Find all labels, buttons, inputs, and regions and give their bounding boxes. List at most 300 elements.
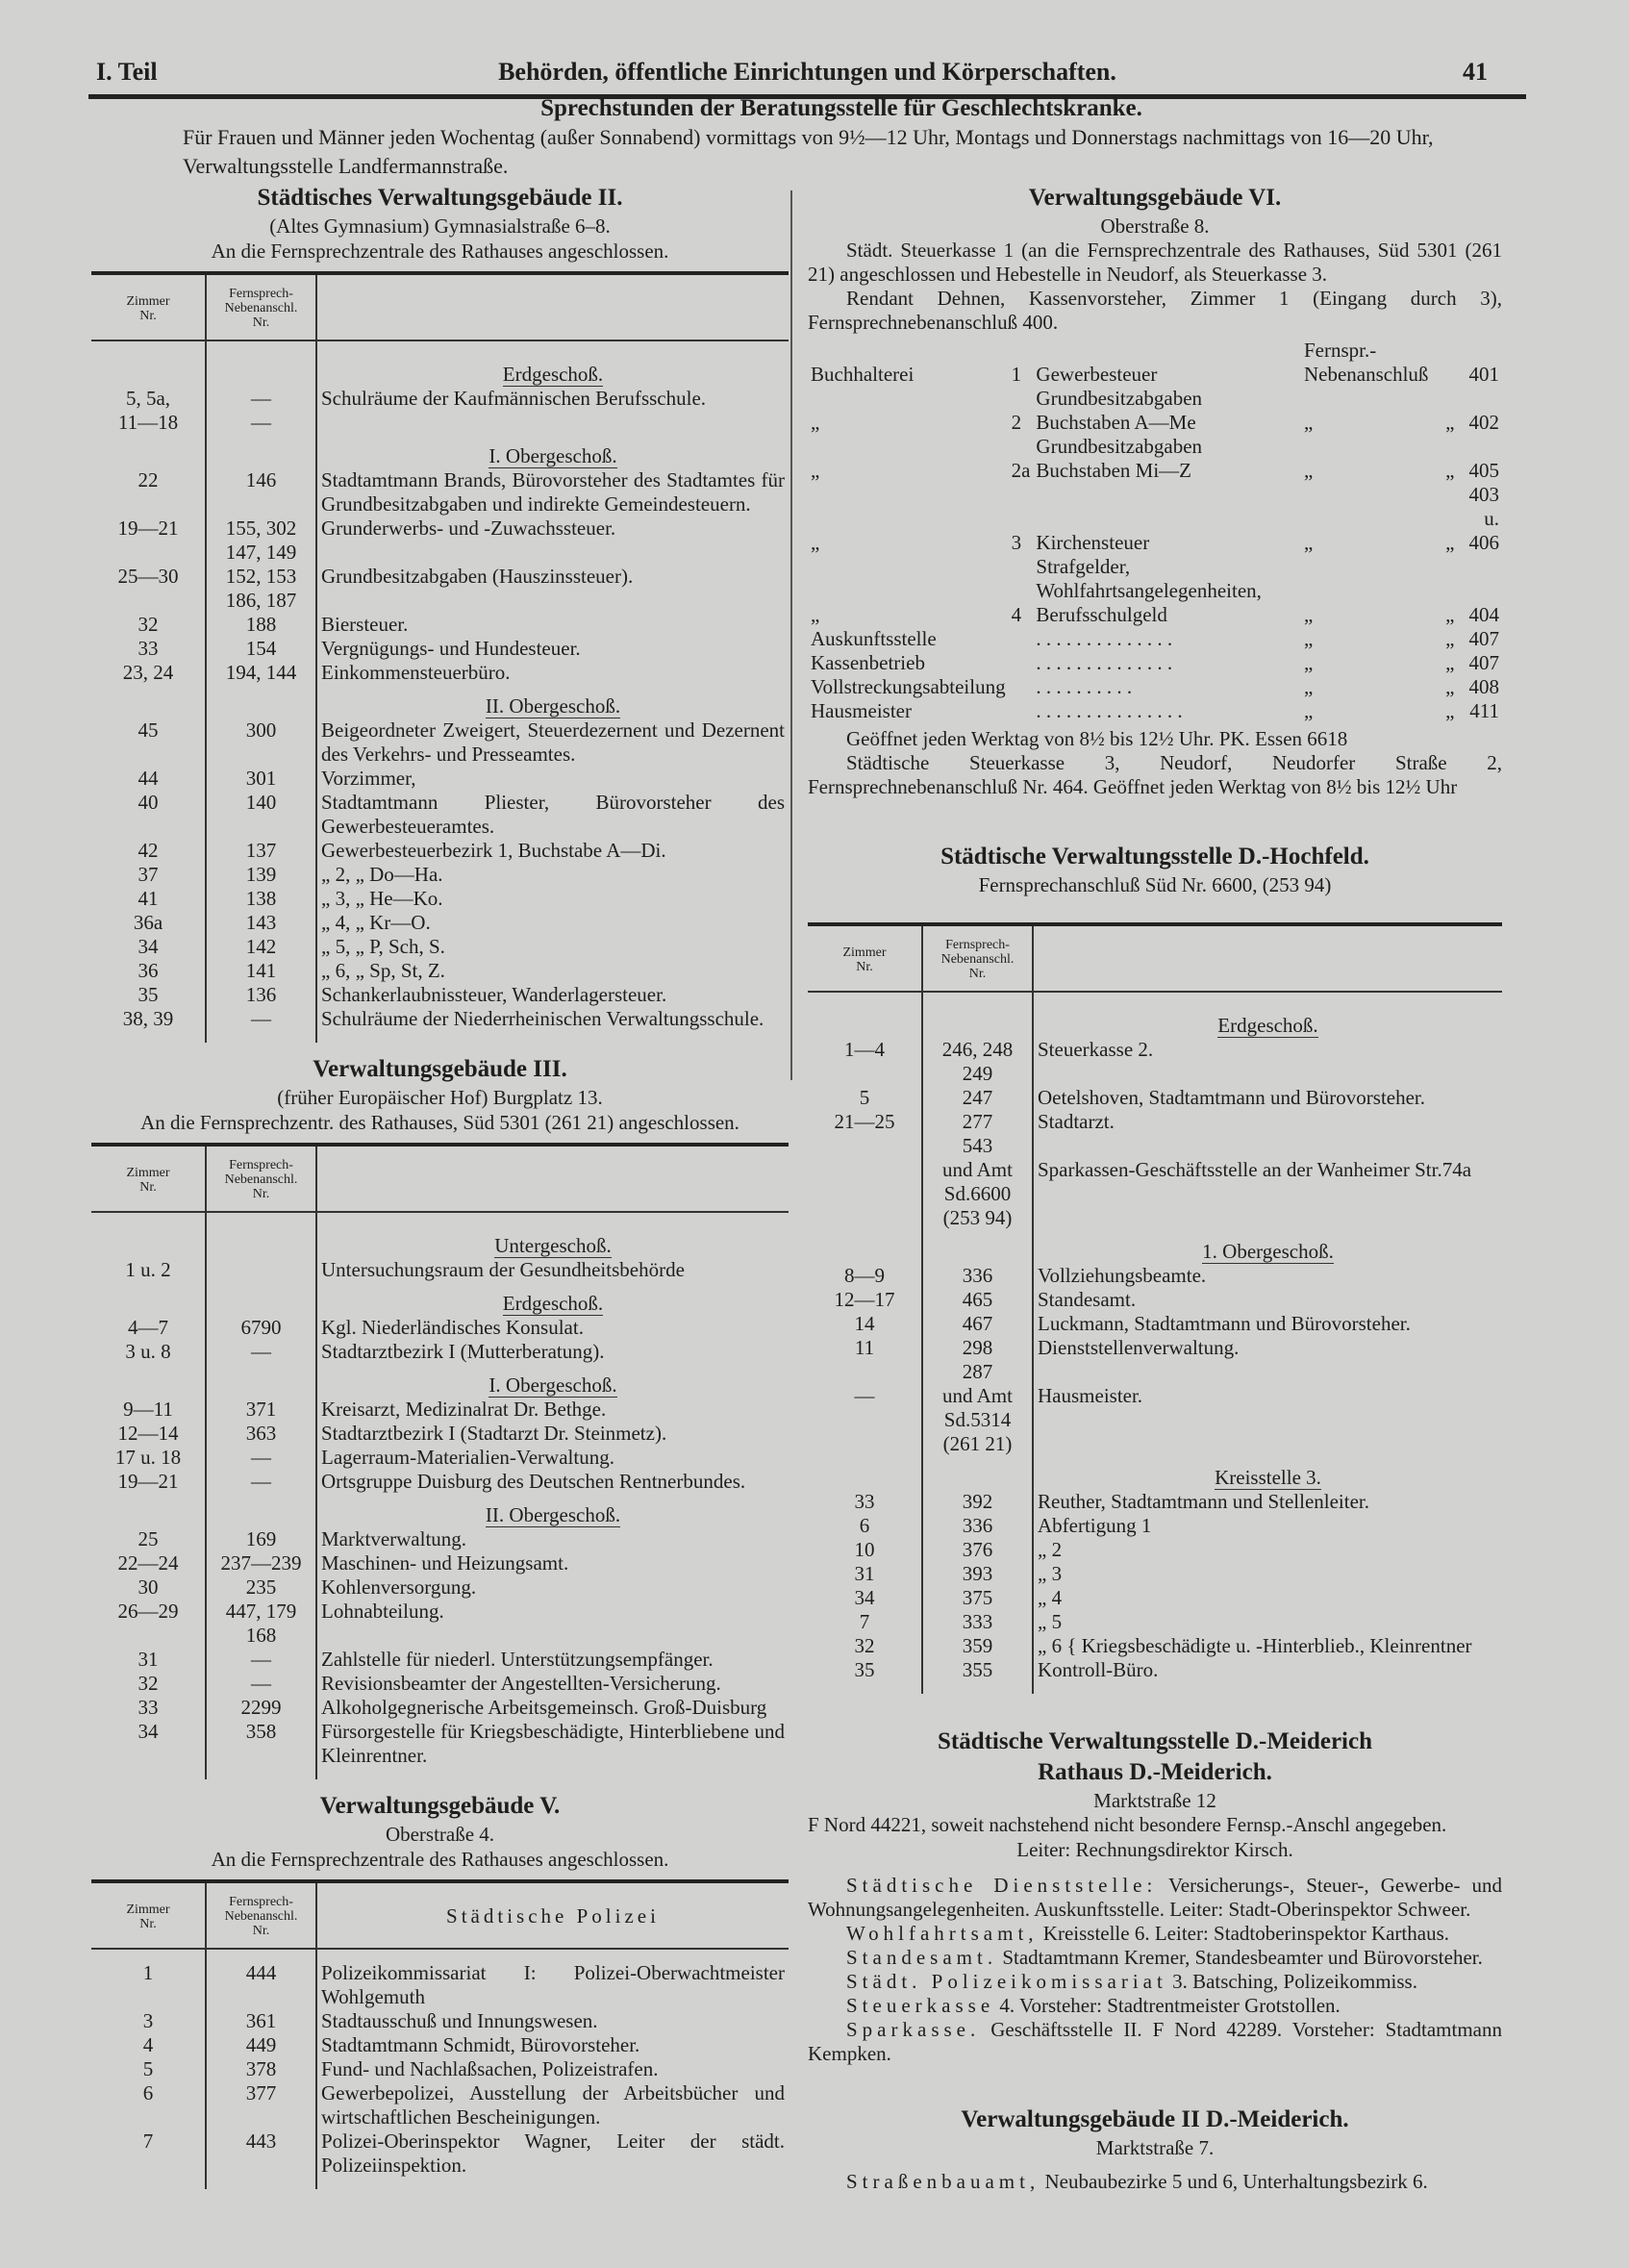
table-row (91, 2009, 789, 2033)
table-row (91, 839, 789, 863)
room-number-cell: 19—21 (117, 517, 179, 540)
office-name: Vollstreckungsabteilung (811, 675, 1006, 698)
phone-extension-cell: 188 (206, 613, 316, 637)
table-row (91, 1720, 789, 1768)
phone-extension-cell: 371 (206, 1398, 316, 1422)
phone-extension-cell: 301 (206, 767, 316, 791)
floor-heading (316, 685, 789, 718)
section-title: Städtische Verwaltungsstelle D.-Meiderich (937, 1728, 1373, 1754)
description-cell: Luckmann, Stadtamtmann und Bürovorsteher. (1038, 1312, 1411, 1335)
room-number-cell: 32 (854, 1634, 875, 1657)
extension-row (808, 339, 1502, 387)
description-cell: Grundbesitzabgaben (Hauszinssteuer). (321, 565, 634, 588)
floor-heading-row (808, 1230, 1502, 1264)
building-5-section (91, 1791, 789, 2189)
floor-heading-text: Kreisstelle 3. (1215, 1466, 1321, 1489)
section-title: Städtisches Verwaltungsgebäude II. (257, 185, 623, 211)
empty-cell (206, 685, 316, 718)
office-details: Geschäftsstelle II. F Nord 42289. Vorsteher: Stadtamtmann Kempken. (808, 2018, 1502, 2065)
room-number-cell: 3 u. 8 (125, 1340, 171, 1363)
table-row (91, 1398, 789, 1422)
floor-heading-text: I. Obergeschoß. (489, 1373, 617, 1397)
floor-heading-text: I. Obergeschoß. (489, 444, 617, 467)
ditto-mark (1442, 339, 1457, 387)
section-title: Verwaltungsgebäude V. (319, 1793, 561, 1819)
paragraph: F Nord 44221, soweit nachstehend nicht besondere Fernsp.-Anschl angegeben. (808, 1813, 1447, 1836)
table-row (91, 661, 789, 685)
description-cell: Untersuchungsraum der Gesundheitsbehörde (321, 1258, 685, 1281)
room-number-cell: 1—4 (844, 1038, 885, 1061)
floor-heading (1033, 1456, 1502, 1490)
office-number (1009, 651, 1034, 675)
room-number-cell: 34 (138, 935, 159, 958)
hochfeld-section (808, 842, 1502, 1694)
extension-label: Fernspr.-Nebenanschluß (1303, 339, 1429, 386)
table-row (91, 718, 789, 767)
section-note: An die Fernsprechzentr. des Rathauses, Süd 5301 (261 21) angeschlossen. (140, 1111, 739, 1134)
floor-heading-row (91, 353, 789, 387)
description-cell: Gewerbepolizei, Ausstellung der Arbeitsbücher und wirtschaftlichen Bescheinigungen. (321, 2081, 785, 2129)
floor-heading-text: Erdgeschoß. (1217, 1014, 1318, 1037)
office-entry (808, 2170, 1502, 2194)
tax-office-extensions (808, 339, 1502, 723)
table-row (808, 1360, 1502, 1456)
extension-label: „ (1303, 531, 1314, 554)
table-row (91, 1422, 789, 1446)
empty-cell (206, 1494, 316, 1527)
phone-extension-cell: 6790 (206, 1316, 316, 1340)
floor-heading-text: Erdgeschoß. (502, 363, 604, 386)
phone-extension-cell: 298 (922, 1336, 1033, 1360)
paragraph: Leiter: Rechnungsdirektor Kirsch. (1016, 1838, 1293, 1861)
description-cell: Gewerbesteuerbezirk 1, Buchstabe A—Di. (321, 839, 666, 862)
table-row (808, 1610, 1502, 1634)
empty-cell (206, 435, 316, 468)
extension-label: „ (1303, 675, 1314, 698)
phone-extension-cell: 543 und Amt Sd.6600 (253 94) (922, 1134, 1033, 1230)
room-number-cell: 34 (138, 1720, 159, 1743)
room-number-cell: 41 (138, 887, 159, 910)
table-row (91, 1575, 789, 1600)
spacer (808, 1682, 922, 1694)
spacer (316, 2178, 789, 2189)
description-cell: Kgl. Niederländisches Konsulat. (321, 1316, 584, 1339)
room-number-cell (808, 1134, 922, 1230)
police-directory-table (91, 1879, 789, 2189)
empty-cell (808, 1456, 922, 1490)
spacer (91, 1949, 206, 1961)
office-desc: Strafgelder, Wohlfahrtsangelegenheiten, Berufsschulgeld (1036, 555, 1262, 626)
description-column-header: Städtische Polizei (316, 1881, 789, 1949)
floor-heading-text: 1. Obergeschoß. (1202, 1240, 1334, 1263)
room-number-cell: 3 (142, 2009, 154, 2032)
room-number-cell: 35 (138, 983, 159, 1006)
room-number-cell: 4—7 (128, 1316, 168, 1339)
spacer-row (91, 1212, 789, 1224)
phone-extension-cell: 2299 (206, 1696, 316, 1720)
description-cell: Grunderwerbs- und -Zuwachssteuer. (321, 517, 616, 540)
description-cell: Kohlenversorgung. (321, 1575, 477, 1599)
room-number-cell: 35 (854, 1658, 875, 1681)
room-number-cell: 31 (854, 1562, 875, 1585)
description-cell: Ortsgruppe Duisburg des Deutschen Rentnerbundes. (321, 1470, 746, 1493)
empty-cell (206, 1282, 316, 1316)
extension-row (808, 699, 1502, 723)
office-number (1009, 699, 1034, 723)
table-row (91, 1696, 789, 1720)
office-name: Steuerkasse (846, 1994, 995, 2017)
phone-extension-cell: 359 (922, 1634, 1033, 1658)
floor-heading-row (91, 685, 789, 718)
spacer-row (91, 1768, 789, 1779)
room-column-header: Zimmer Nr. (808, 924, 922, 992)
phone-extension-cell: 235 (206, 1575, 316, 1600)
room-number-cell: 30 (138, 1575, 159, 1599)
ditto-mark: „ (1445, 651, 1455, 674)
room-column-header: Zimmer Nr. (91, 1145, 206, 1212)
table-row (91, 1648, 789, 1672)
phone-extension-cell: 277 (922, 1110, 1033, 1134)
office-number: 1 (1011, 363, 1022, 386)
description-cell: Stadtamtmann Schmidt, Bürovorsteher. (321, 2033, 640, 2056)
room-number-cell: 5 (142, 2057, 154, 2080)
room-number-cell: 1 u. 2 (125, 1258, 171, 1281)
spacer (206, 1212, 316, 1224)
phone-column-header: Fernsprech- Nebenanschl. Nr. (206, 273, 316, 340)
spacer (206, 2178, 316, 2189)
spacer (206, 340, 316, 353)
table-header-row (91, 1881, 789, 1949)
description-cell: „ 4 (1038, 1586, 1063, 1609)
part-label: I. Teil (96, 58, 158, 86)
phone-extension-cell: — — (206, 387, 316, 435)
building-2-section (91, 183, 789, 1043)
description-cell: „ 2 (1038, 1538, 1063, 1561)
empty-cell (206, 353, 316, 387)
spacer (206, 1031, 316, 1043)
extension-row (808, 387, 1502, 435)
office-name: „ (811, 411, 820, 434)
spacer (91, 2178, 206, 2189)
room-number-cell: 36a (133, 911, 163, 934)
empty-cell (91, 353, 206, 387)
table-row (91, 637, 789, 661)
table-row (91, 2057, 789, 2081)
office-desc: Gewerbesteuer (1036, 363, 1158, 386)
phone-extension-cell: 138 (206, 887, 316, 911)
room-number-cell: 1 (142, 1961, 154, 1984)
table-row (808, 1586, 1502, 1610)
room-number-cell: 34 (854, 1586, 875, 1609)
description-cell: Stadtarztbezirk I (Stadtarzt Dr. Steinmetz). (321, 1422, 667, 1445)
office-desc: . . . . . . . . . . . . . . (1036, 627, 1173, 650)
spacer-row (91, 340, 789, 353)
section-address: (früher Europäischer Hof) Burgplatz 13. (277, 1086, 603, 1109)
room-number-cell: 26—29 (117, 1600, 179, 1623)
description-cell: Maschinen- und Heizungsamt. (321, 1551, 569, 1575)
table-row (808, 1336, 1502, 1360)
consultation-hours (183, 94, 1500, 181)
spacer-row (91, 1031, 789, 1043)
office-entry (808, 1994, 1502, 2018)
phone-extension-cell: — (206, 1648, 316, 1672)
description-cell: Schulräume der Kaufmännischen Berufsschule. (321, 387, 707, 410)
phone-extension-cell: 141 (206, 959, 316, 983)
spacer (316, 1949, 789, 1961)
empty-cell (206, 1224, 316, 1258)
phone-extension-cell: 375 (922, 1586, 1033, 1610)
ditto-mark: „ (1445, 627, 1455, 650)
extension-row (808, 651, 1502, 675)
floor-heading (316, 1282, 789, 1316)
room-number-cell: 10 (854, 1538, 875, 1561)
extension-number: 403 u. 406 (1468, 483, 1499, 554)
room-column-header: Zimmer Nr. (91, 273, 206, 340)
extension-number: 405 (1468, 459, 1499, 482)
description-cell: Stadtamtmann Brands, Bürovorsteher des Stadtamtes für Grundbesitzabgaben und indirekte Gemeindesteuern. (321, 468, 785, 516)
section-note: An die Fernsprechzentrale des Rathauses angeschlossen. (211, 1848, 669, 1871)
phone-extension-cell: 136 (206, 983, 316, 1007)
office-name: Hausmeister (811, 699, 912, 722)
description-cell: Einkommensteuerbüro. (321, 661, 511, 684)
phone-extension-cell: 443 (206, 2129, 316, 2178)
room-number-cell: 5 (859, 1086, 870, 1109)
table-row (808, 1634, 1502, 1658)
phone-extension-cell: 147, 149 152, 153 186, 187 (206, 541, 316, 613)
phone-extension-cell: 140 (206, 791, 316, 839)
room-number-cell: 12—14 (117, 1422, 179, 1445)
extension-label: „ (1303, 627, 1314, 650)
room-number-cell: 19—21 (117, 1470, 179, 1493)
table-row (91, 887, 789, 911)
extension-number: 408 (1468, 675, 1499, 698)
table-header-row (91, 1145, 789, 1212)
room-number-cell: 37 (138, 863, 159, 886)
office-name: „ (811, 459, 820, 482)
floor-heading (316, 353, 789, 387)
extension-label: „ (1303, 603, 1314, 626)
office-desc: . . . . . . . . . . (1036, 675, 1133, 698)
floor-heading (1033, 1230, 1502, 1264)
table-row (91, 935, 789, 959)
phone-extension-cell: 376 (922, 1538, 1033, 1562)
extension-number: 402 (1468, 411, 1499, 434)
building-3-section (91, 1054, 789, 1779)
office-entry (808, 1922, 1502, 1946)
room-number-cell: 36 (138, 959, 159, 982)
description-cell: Standesamt. (1038, 1288, 1137, 1311)
office-desc: Kirchensteuer (1036, 531, 1150, 554)
room-number-cell: 22 (138, 468, 159, 491)
floor-heading-row (91, 435, 789, 468)
phone-extension-cell: 247 (922, 1086, 1033, 1110)
floor-heading (316, 435, 789, 468)
room-directory-table (91, 271, 789, 1043)
description-cell: Schulräume der Niederrheinischen Verwaltungsschule. (321, 1007, 764, 1030)
description-cell: „ 2, „ Do—Ha. (321, 863, 443, 886)
header-title: Behörden, öffentliche Einrichtungen und Körperschaften. (498, 58, 1116, 86)
phone-extension-cell: 246, 248 249 (922, 1038, 1033, 1086)
phone-extension-cell: 378 (206, 2057, 316, 2081)
table-row (808, 1264, 1502, 1288)
description-cell: Reuther, Stadtamtmann und Stellenleiter. (1038, 1490, 1370, 1513)
office-name: Kassenbetrieb (811, 651, 925, 674)
room-directory-table (91, 1143, 789, 1779)
empty-cell (91, 685, 206, 718)
table-row (91, 2081, 789, 2129)
office-name: Straßenbauamt, (846, 2170, 1040, 2193)
phone-extension-cell: 139 (206, 863, 316, 887)
phone-extension-cell: 300 (206, 718, 316, 767)
extension-label: „ (1303, 651, 1314, 674)
extension-number: 411 (1469, 699, 1499, 722)
spacer (316, 1768, 789, 1779)
phone-column-header: Fernsprech- Nebenanschl. Nr. (922, 924, 1033, 992)
room-number-cell: 23, 24 (122, 661, 174, 684)
room-number-cell: 4 (142, 2033, 154, 2056)
extension-number: 407 (1468, 627, 1499, 650)
extension-label: „ (1303, 459, 1314, 482)
room-number-cell: 6 (859, 1514, 870, 1537)
floor-heading-row (91, 1494, 789, 1527)
phone-extension-cell: — (206, 1007, 316, 1031)
table-row (91, 911, 789, 935)
table-header-row (808, 924, 1502, 992)
description-cell: Vorzimmer, (321, 767, 416, 790)
room-number-cell: 7 (142, 2129, 154, 2153)
office-details: Kreisstelle 6. Leiter: Stadtoberinspektor Karthaus. (1038, 1922, 1449, 1945)
ditto-mark: „ (1445, 699, 1455, 722)
room-number-cell: 17 u. 18 (114, 1446, 182, 1469)
paragraph: Städt. Steuerkasse 1 (an die Fernsprechzentrale des Rathauses, Süd 5301 (261 21) angeschlossen und Hebestelle in Neudorf, als Steuerkasse 3. (808, 239, 1502, 286)
description-cell: Stadtarztbezirk I (Mutterberatung). (321, 1340, 605, 1363)
table-row (808, 1110, 1502, 1134)
phone-extension-cell: 155, 302 (206, 517, 316, 541)
phone-extension-cell: 377 (206, 2081, 316, 2129)
spacer (316, 340, 789, 353)
phone-column-header: Fernsprech- Nebenanschl. Nr. (206, 1881, 316, 1949)
table-row (808, 1086, 1502, 1110)
extension-row (808, 435, 1502, 483)
spacer-row (808, 1682, 1502, 1694)
spacer (1033, 1682, 1502, 1694)
description-cell: Marktverwaltung. (321, 1527, 467, 1550)
spacer (808, 992, 922, 1004)
office-number: 2 (1011, 411, 1022, 434)
phone-extension-cell: 447, 179 168 (206, 1600, 316, 1648)
office-name: „ (811, 531, 820, 554)
table-row (808, 1134, 1502, 1230)
floor-heading-text: Untergeschoß. (494, 1234, 612, 1257)
room-column-header: Zimmer Nr. (91, 1881, 206, 1949)
room-number-cell: 31 (138, 1648, 159, 1671)
office-desc: . . . . . . . . . . . . . . . (1036, 699, 1183, 722)
phone-extension-cell: 146 (206, 468, 316, 517)
table-row (91, 1470, 789, 1494)
table-row (91, 1672, 789, 1696)
ditto-mark: „ (1445, 603, 1455, 626)
table-row (91, 1551, 789, 1575)
phone-extension-cell: 137 (206, 839, 316, 863)
table-row (91, 1007, 789, 1031)
section-address: Oberstraße 4. (385, 1823, 495, 1846)
description-cell: Zahlstelle für niederl. Unterstützungsempfänger. (321, 1648, 714, 1671)
description-cell: Fund- und Nachlaßsachen, Polizeistrafen. (321, 2057, 659, 2080)
ditto-mark: „ (1445, 459, 1455, 482)
phone-extension-cell: 355 (922, 1658, 1033, 1682)
room-number-cell: 40 (138, 791, 159, 814)
office-desc: Grundbesitzabgaben Buchstaben A—Me (1036, 387, 1203, 434)
phone-extension-cell: 287 und Amt Sd.5314 (261 21) (922, 1360, 1033, 1456)
description-cell: Polizei-Oberinspektor Wagner, Leiter der städt. Polizeiinspektion. (321, 2129, 785, 2177)
description-cell: Stadtarzt. (1038, 1110, 1115, 1133)
phone-extension-cell: 142 (206, 935, 316, 959)
office-name: Standesamt. (846, 1946, 998, 1969)
table-header-row (91, 273, 789, 340)
room-number-cell: 42 (138, 839, 159, 862)
section-title: Städtische Verwaltungsstelle D.-Hochfeld. (940, 844, 1369, 869)
office-entry (808, 2018, 1502, 2066)
description-cell: Alkoholgegnerische Arbeitsgemeinsch. Groß-Duisburg (321, 1696, 767, 1719)
room-number-cell: 32 (138, 1672, 159, 1695)
phone-extension-cell: 465 (922, 1288, 1033, 1312)
description-cell: Sparkassen-Geschäftsstelle an der Wanheimer Str.74a (1038, 1158, 1472, 1181)
description-column-header (316, 1145, 789, 1212)
room-number-cell: 7 (859, 1610, 870, 1633)
table-row (91, 1258, 789, 1282)
spacer (91, 1212, 206, 1224)
phone-extension-cell: — (206, 1470, 316, 1494)
extension-row (808, 483, 1502, 555)
description-cell: Steuerkasse 2. (1038, 1038, 1154, 1061)
office-number: 3 (1011, 531, 1022, 554)
description-cell: Dienststellenverwaltung. (1038, 1336, 1240, 1359)
table-row (91, 791, 789, 839)
room-number-cell: 32 (138, 613, 159, 636)
spacer (91, 340, 206, 353)
extension-number: 401 (1468, 363, 1499, 386)
table-row (808, 1288, 1502, 1312)
spacer (316, 1031, 789, 1043)
office-entry (808, 1970, 1502, 1994)
description-cell: Vergnügungs- und Hundesteuer. (321, 637, 581, 660)
running-header (88, 56, 1526, 99)
floor-heading-row (91, 1224, 789, 1258)
empty-cell (91, 435, 206, 468)
office-number: 4 (1011, 603, 1022, 626)
consultation-text: Für Frauen und Männer jeden Wochentag (außer Sonnabend) vormittags von 9½—12 Uhr, Montags und Donnerstags nachmittags von 16—20 Uhr, Verwaltungsstelle Landfermannstraße. (183, 125, 1434, 178)
room-number-cell: 33 (138, 1696, 159, 1719)
empty-cell (91, 1364, 206, 1398)
extension-label: „ (1303, 411, 1314, 434)
floor-heading-row (91, 1364, 789, 1398)
floor-heading (316, 1494, 789, 1527)
phone-extension-cell: 363 (206, 1422, 316, 1446)
table-row (91, 2033, 789, 2057)
description-cell: „ 6, „ Sp, St, Z. (321, 959, 445, 982)
room-number-cell: 45 (138, 718, 159, 742)
table-row (91, 1446, 789, 1470)
description-cell: „ 3 (1038, 1562, 1063, 1585)
ditto-mark: „ (1445, 411, 1455, 434)
table-row (91, 541, 789, 613)
table-row (808, 1562, 1502, 1586)
empty-cell (808, 1004, 922, 1038)
spacer (91, 1768, 206, 1779)
room-number-cell: 14 (854, 1312, 875, 1335)
floor-heading (1033, 1004, 1502, 1038)
phone-extension-cell: — (206, 1446, 316, 1470)
